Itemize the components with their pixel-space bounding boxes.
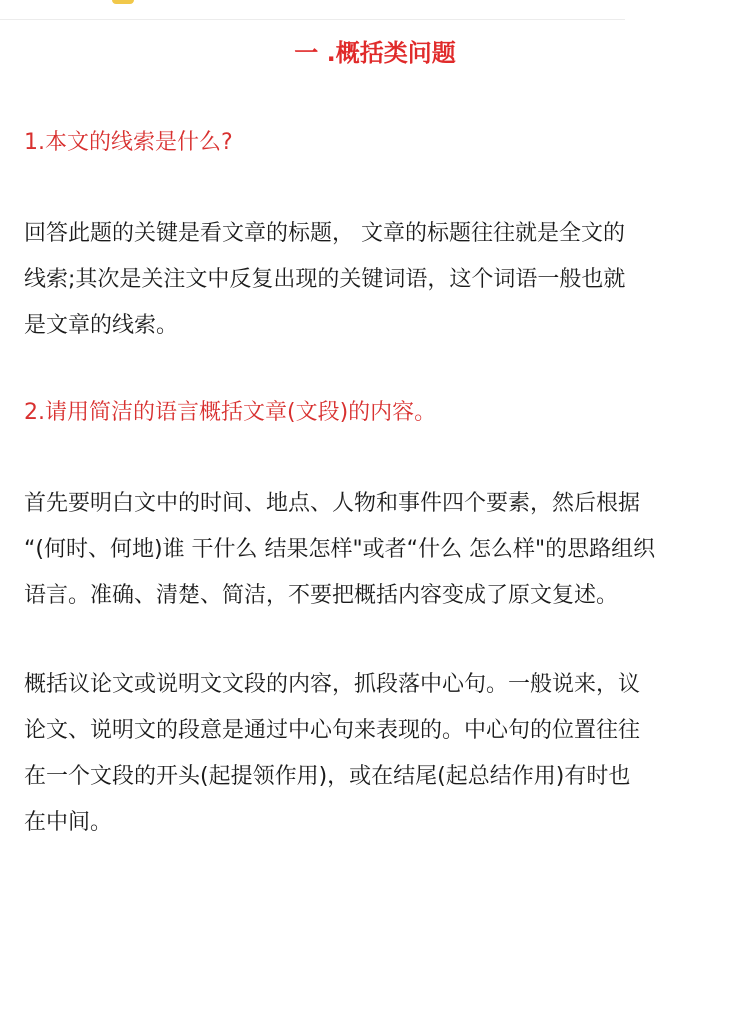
paragraph-line: 在一个文段的开头(起提领作用)，或在结尾(起总结作用)有时也 [24, 764, 631, 789]
paragraph-line: 回答此题的关键是看文章的标题， 文章的标题往往就是全文的 [24, 221, 625, 246]
paragraph-line: 概括议论文或说明文文段的内容，抓段落中心句。一般说来，议 [24, 672, 641, 697]
paragraph-line: 在中间。 [24, 810, 113, 835]
answer-1-paragraph [24, 211, 734, 349]
paragraph-line: 线索;其次是关注文中反复出现的关键词语，这个词语一般也就 [24, 267, 626, 292]
top-divider [0, 19, 625, 20]
question-1-title: 1.本文的线索是什么? [24, 130, 233, 155]
answer-2-paragraph-2 [24, 662, 734, 846]
paragraph-line: 是文章的线索。 [24, 313, 179, 338]
top-decoration [112, 0, 134, 4]
paragraph-line: 论文、说明文的段意是通过中心句来表现的。中心句的位置往往 [24, 718, 641, 743]
paragraph-line: 语言。准确、清楚、简洁，不要把概括内容变成了原文复述。 [24, 583, 619, 608]
question-2-title: 2.请用简洁的语言概括文章(文段)的内容。 [24, 400, 437, 425]
paragraph-line: 首先要明白文中的时间、地点、人物和事件四个要素，然后根据 [24, 491, 641, 516]
section-title: 一 .概括类问题 [294, 39, 456, 67]
answer-2-paragraph-1 [24, 481, 734, 619]
paragraph-line: “(何时、何地)谁 干什么 结果怎样"或者“什么 怎么样"的思路组织 [24, 537, 656, 562]
